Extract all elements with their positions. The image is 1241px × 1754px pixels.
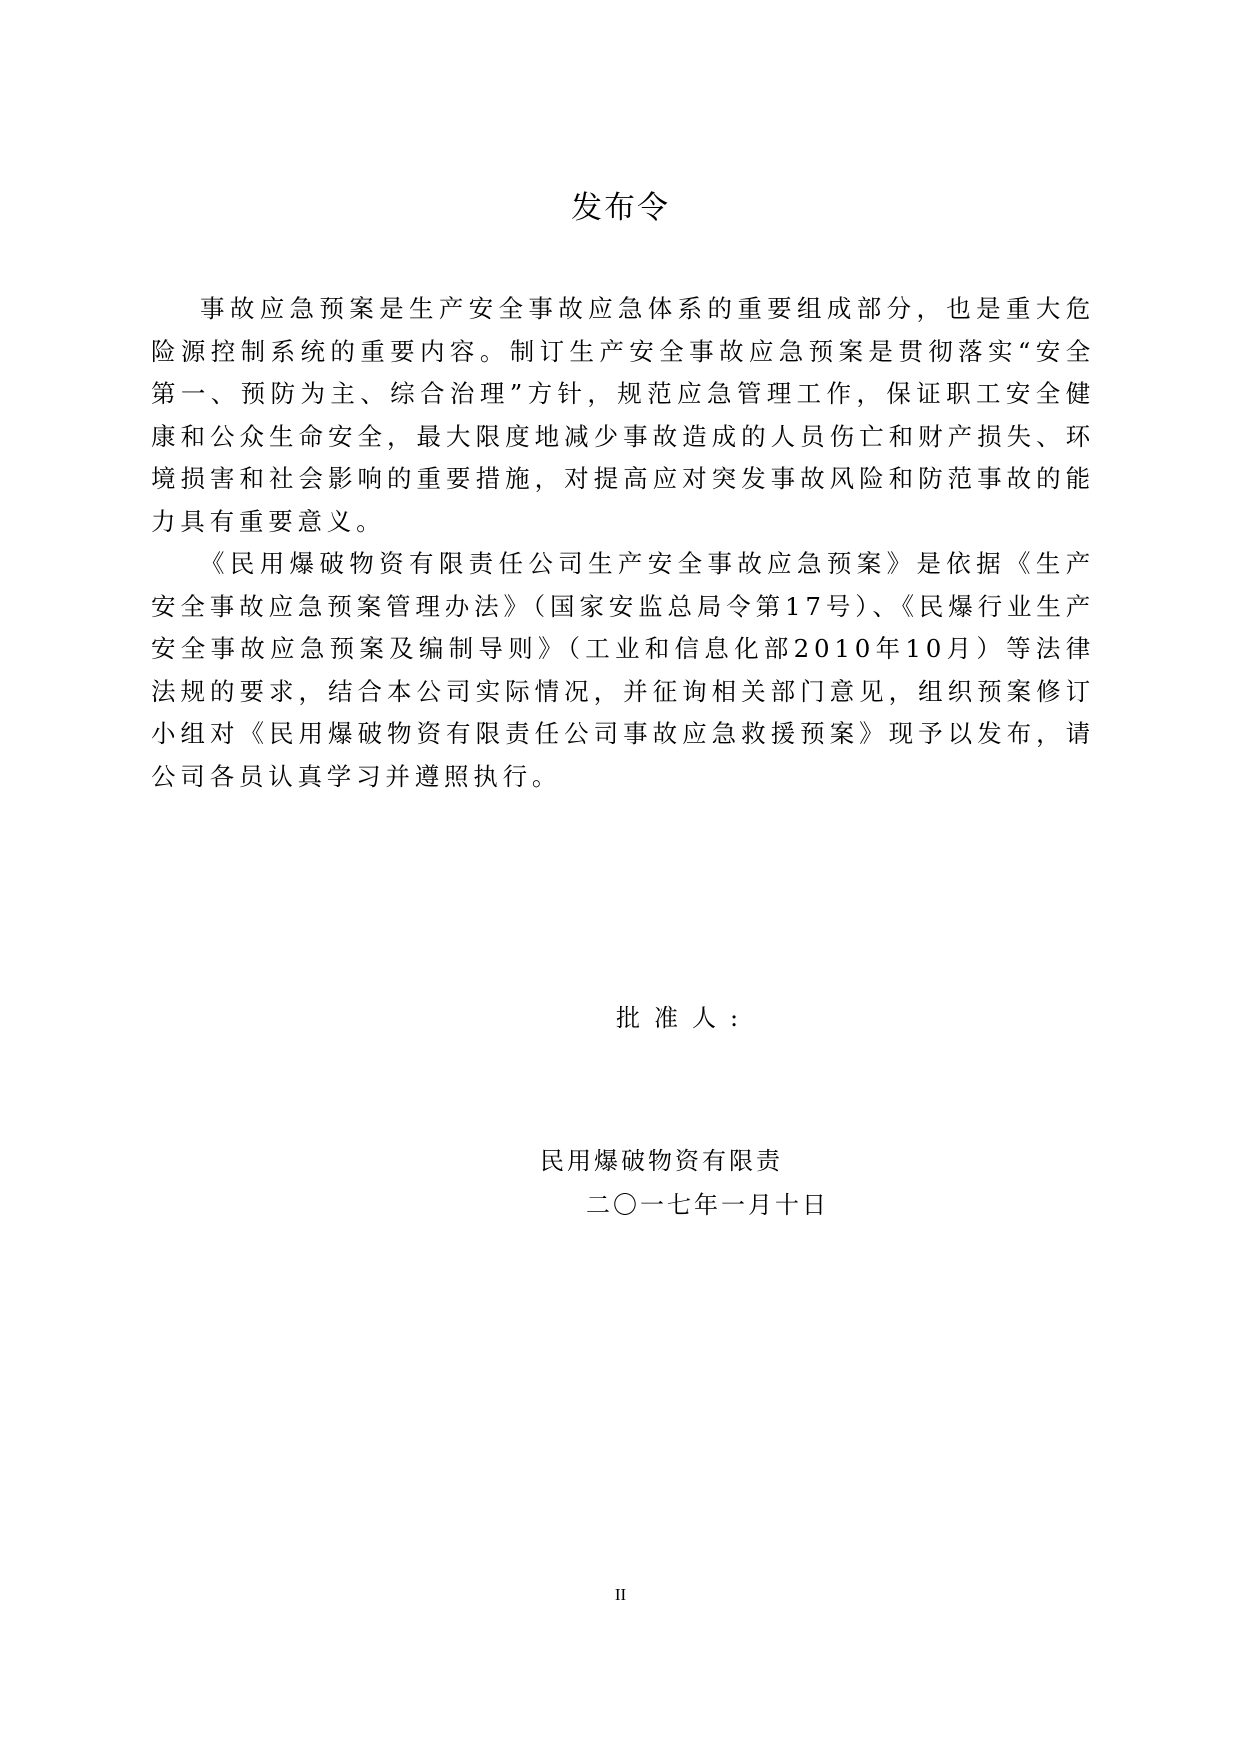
page-title: 发布令: [571, 190, 670, 226]
company-name: 民用爆破物资有限责: [540, 1147, 783, 1175]
issue-date: 二〇一七年一月十日: [586, 1191, 829, 1219]
paragraph-1: 事故应急预案是生产安全事故应急体系的重要组成部分，也是重大危险源控制系统的重要内容。制订生产安全事故应急预案是贯彻落实“安全第一、预防为主、综合治理”方针，规范应急管理工作，保证职工安全健康和公众生命安全，最大限度地减少事故造成的人员伤亡和财产损失、环境损害和社会影响的重要措施，对提高应对突发事故风险和防范事故的能力具有重要意义。: [151, 294, 1095, 536]
approver-label: 批准人:: [616, 1004, 753, 1032]
body-text: [151, 288, 1095, 798]
paragraph-2: 《民用爆破物资有限责任公司生产安全事故应急预案》是依据《生产安全事故应急预案管理办法》（国家安监总局令第17号）、《民爆行业生产安全事故应急预案及编制导则》（工业和信息化部2010年10月）等法律法规的要求，结合本公司实际情况，并征询相关部门意见，组织预案修订小组对《民用爆破物资有限责任公司事故应急救援预案》现予以发布，请公司各员认真学习并遵照执行。: [151, 549, 1095, 791]
page-number: II: [614, 1585, 627, 1604]
